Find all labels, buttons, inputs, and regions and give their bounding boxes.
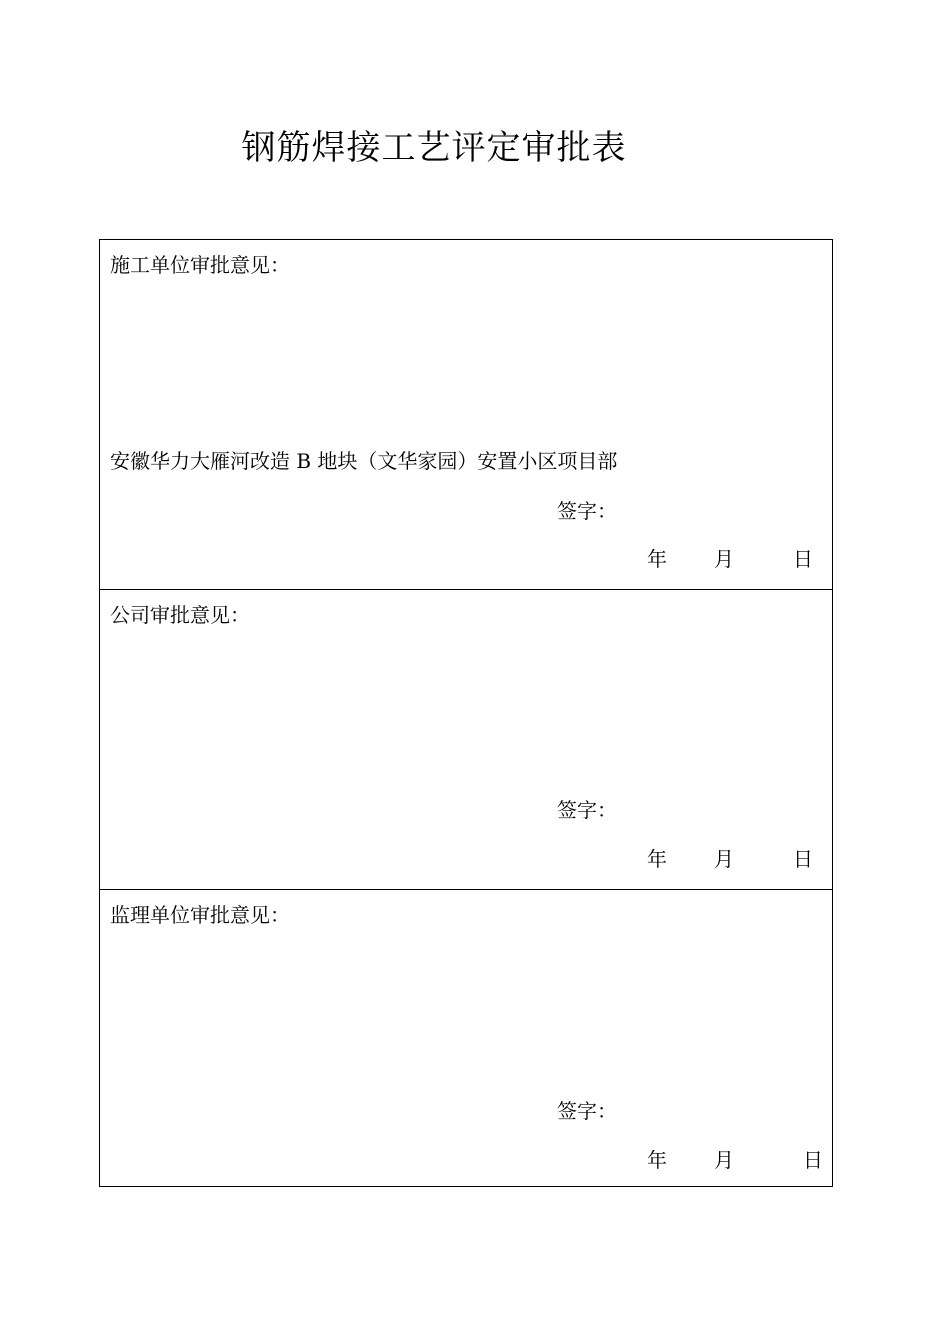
supervision-unit-approval-section (100, 889, 832, 1186)
supervision-unit-opinion-label: 监理单位审批意见： (110, 903, 290, 927)
date-month-label: 月 (714, 547, 734, 571)
date-day-label: 日 (803, 1148, 823, 1172)
date-day-label: 日 (793, 547, 813, 571)
construction-unit-signature-label: 签字： (557, 499, 617, 523)
date-month-label: 月 (714, 1148, 734, 1172)
date-year-label: 年 (647, 547, 667, 571)
supervision-unit-signature-label: 签字： (557, 1099, 617, 1123)
date-day-label: 日 (793, 847, 813, 871)
approval-form-table (99, 239, 833, 1187)
project-department-name: 安徽华力大雁河改造 B 地块（文华家园）安置小区项目部 (110, 449, 618, 473)
company-signature-label: 签字： (557, 798, 617, 822)
construction-unit-date-row (100, 546, 832, 572)
page-title: 钢筋焊接工艺评定审批表 (241, 128, 627, 168)
date-month-label: 月 (714, 847, 734, 871)
company-opinion-label: 公司审批意见： (110, 603, 250, 627)
construction-unit-opinion-label: 施工单位审批意见： (110, 253, 290, 277)
supervision-unit-date-row (100, 1147, 832, 1173)
date-year-label: 年 (647, 847, 667, 871)
construction-unit-approval-section (100, 240, 832, 589)
date-year-label: 年 (647, 1148, 667, 1172)
company-date-row (100, 846, 832, 872)
company-approval-section (100, 589, 832, 889)
